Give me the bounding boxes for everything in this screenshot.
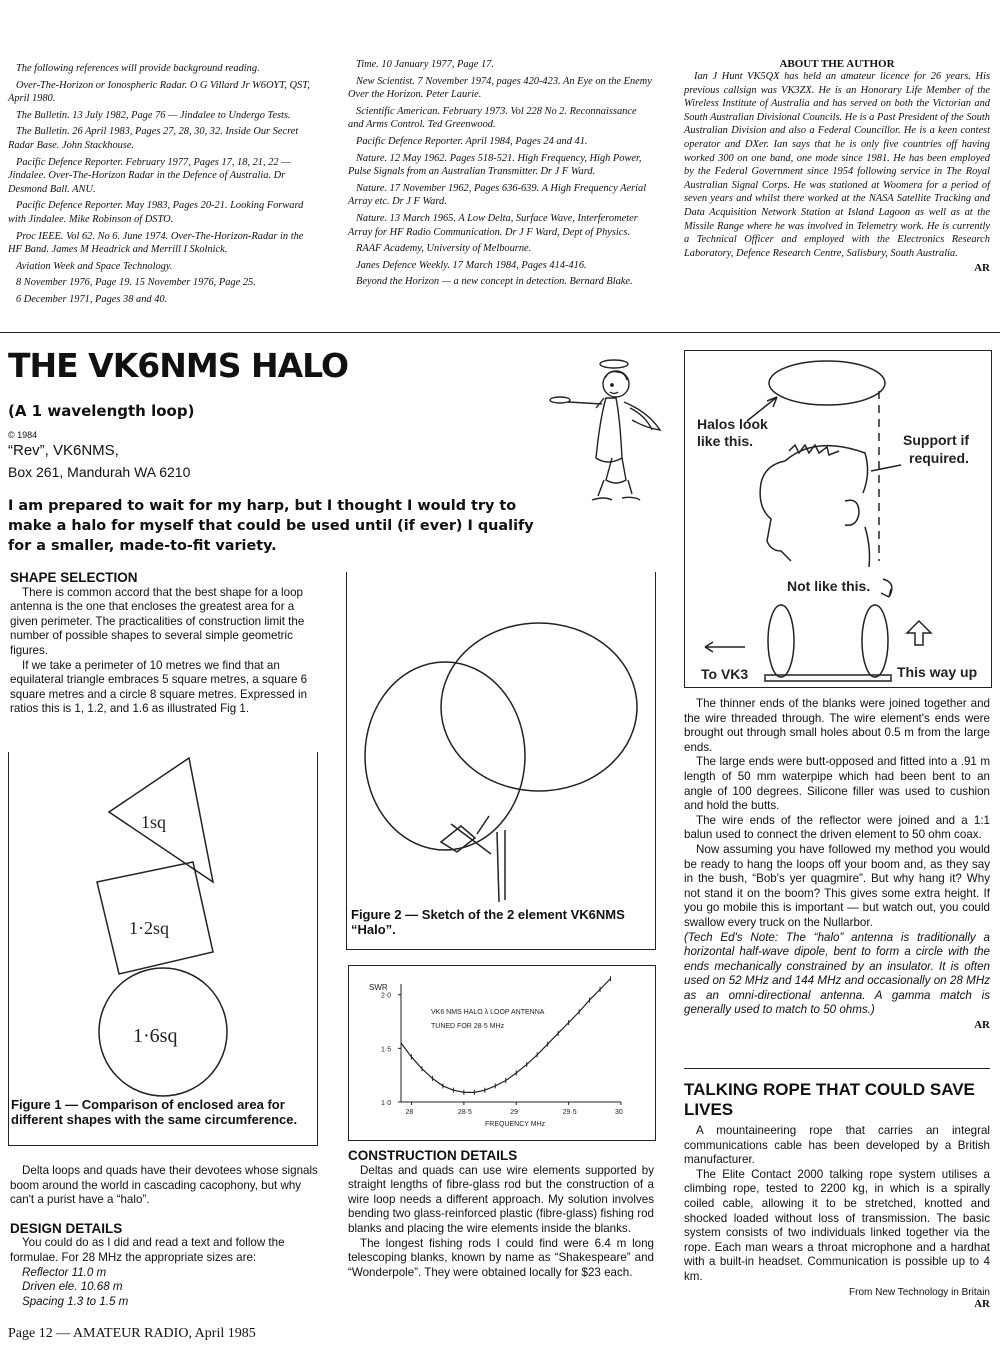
ref-item: The Bulletin. 13 July 1982, Page 76 — Jindalee to Undergo Tests. (16, 109, 291, 121)
column-divider (684, 1068, 990, 1069)
angel-illustration (548, 350, 664, 522)
ref-item: Aviation Week and Space Technology. (16, 260, 173, 272)
cartoon-support-label: Support if required. (903, 432, 970, 466)
references-col2 (348, 58, 654, 292)
paragraph: Delta loops and quads have their devotees whose signals boom around the world in cascading cacophony, but why can't a purist have a “halo”. (10, 1164, 318, 1207)
x-tick-label: 29·5 (562, 1109, 577, 1116)
section-divider (0, 332, 1000, 333)
end-mark: AR (974, 1297, 990, 1310)
paragraph: A mountaineering rope that carries an integral communications cable has been developed by a British manufacturer. (684, 1124, 990, 1167)
page-footer: Page 12 — AMATEUR RADIO, April 1985 (8, 1326, 256, 1341)
x-tick-label: 28 (405, 1109, 414, 1116)
triangle-label: 1sq (141, 812, 167, 832)
ref-item: Proc IEEE. Vol 62. No 6. June 1974. Over-The-Horizon-Radar in the HF Band. James M Headrick and Merrill I Skolnick. (8, 230, 304, 256)
end-mark: AR (974, 262, 990, 275)
intro-paragraph: I am prepared to wait for my harp, but I thought I would try to make a halo for myself that could be used until (if ever) I qualify for a smaller, made-to-fit variety. (8, 498, 534, 554)
address: Box 261, Mandurah WA 6210 (8, 464, 191, 480)
paragraph: There is common accord that the best shape for a loop antenna is the one that encloses the greatest area for a given perimeter. The practicalities of construction limit the number of possible shapes to several simple geometric figures. (10, 585, 305, 657)
figure-rule (347, 949, 655, 950)
ref-item: Beyond the Horizon — a new concept in detection. Bernard Blake. (356, 276, 633, 288)
paragraph: The longest fishing rods I could find were 6.4 m long telescoping blanks, known by name as “Shakespeare” and “Wonderpole”. They were obtained locally for $23 each. (348, 1236, 654, 1279)
ref-item: Pacific Defence Reporter. May 1983, Pages 20-21. Looking Forward with Jindalee. Mike Robinson of DSTO. (8, 200, 304, 225)
size-item: Reflector 11.0 m (22, 1265, 107, 1279)
article-subtitle: (A 1 wavelength loop) (8, 402, 195, 420)
x-tick-label: 30 (615, 1109, 623, 1116)
design-heading: DESIGN DETAILS (10, 1220, 123, 1236)
tech-note: (Tech Ed's Note: The “halo” antenna is traditionally a horizontal half-wave dipole, bent to form a circle with the ends mechanically constrained by an insulator. It is often used on 52 MHz and 144 MHz and occasionally on 28 MHz as an omni-directional antenna. A gamma match is generally used to match to 50 ohms.) (684, 930, 990, 1017)
figure-rule (9, 1145, 317, 1146)
figure-1 (8, 752, 318, 1146)
figure-2 (346, 572, 656, 950)
author: “Rev”, VK6NMS, (8, 442, 119, 459)
ref-item: New Scientist. 7 November 1974, pages 420-423. An Eye on the Enemy Over the Horizon. Peter Laurie. (348, 75, 652, 101)
paragraph: Deltas and quads can use wire elements supported by straight lengths of fibre-glass rod but the construction of a wire loop needs a different approach. My solution involves bending two glass-reinforced plastic (fibre-glass) fishing rod blanks and placing the wire elements inside the blanks. (348, 1163, 654, 1235)
cartoon-notlike-label: Not like this. (787, 578, 871, 594)
ref-item: Pacific Defence Reporter. April 1984, Pages 24 and 41. (356, 135, 588, 147)
article-title: THE VK6NMS HALO (8, 346, 349, 385)
paragraph: The thinner ends of the blanks were joined together and the wire threaded through. The wire element's ends were brought out through small holes about 0.5 m from the large ends. (684, 697, 990, 754)
ref-item: 8 November 1976, Page 19. 15 November 1976, Page 25. (16, 277, 256, 289)
construction-heading: CONSTRUCTION DETAILS (348, 1148, 518, 1163)
ref-item: Nature. 12 May 1962. Pages 518-521. High Frequency, High Power, Pulse Signals from an Australian Transmitter. Dr J F Ward. (348, 152, 642, 178)
rope-body (684, 1124, 990, 1285)
shape-selection-section (10, 571, 318, 717)
x-tick-label: 28·5 (457, 1109, 472, 1116)
ref-item: Janes Defence Weekly. 17 March 1984, Pages 414-416. (356, 259, 587, 271)
paragraph: Now assuming you have followed my method you would be ready to hang the loops off your boom and, as they say in the bush, “Bob's yer quagmire”. But why hang it? Why not stand it on the boom? This gives some extra height. If you go mobile this is important — but watch out, you could swallow every truck on the Nullarbor. (684, 842, 990, 929)
paragraph: You could do as I did and read a text and follow the formulae. For 28 MHz the appropriate sizes are: (10, 1236, 285, 1264)
driven-element (862, 605, 888, 677)
swr-series-line (401, 979, 611, 1093)
size-item: Spacing 1.3 to 1.5 m (22, 1294, 129, 1308)
figure-1-shapes (9, 752, 317, 1097)
chart-subtitle: TUNED FOR 28·5 MHz (431, 1023, 505, 1030)
reflector-element (768, 605, 794, 677)
chart-ylabel: SWR (369, 983, 388, 992)
ref-item: Over-The-Horizon or Ionospheric Radar. O G Villard Jr W6OYT, QST, April 1980. (8, 79, 310, 105)
figure-2-caption: Figure 2 — Sketch of the 2 element VK6NMS “Halo”. (351, 907, 625, 937)
reflector-loop (365, 662, 525, 850)
ref-item: Nature. 17 November 1962, Pages 636-639. A High Frequency Aerial Array etc. Dr J F Ward. (348, 182, 647, 208)
chart-xlabel: FREQUENCY MHz (485, 1121, 546, 1128)
driven-loop (441, 623, 637, 791)
shape-heading: SHAPE SELECTION (10, 570, 138, 585)
swr-chart-frame (348, 965, 656, 1141)
cartoon-halos-label: Halos look like this. (697, 416, 768, 449)
cartoon-drawing (685, 351, 991, 687)
paragraph: The large ends were butt-opposed and fitted into a .91 m length of 50 mm waterpipe which had been bent to an angle of 100 degrees. Silicone filler was used to cushion and hold the butts. (684, 755, 990, 813)
y-tick-label: 1·5 (381, 1046, 392, 1054)
about-title: ABOUT THE AUTHOR (779, 58, 895, 70)
chart-title: VK6 NMS HALO λ LOOP ANTENNA (431, 1009, 545, 1016)
about-author (684, 58, 990, 274)
references-col1 (8, 62, 316, 310)
ref-item: Scientific American. February 1973. Vol 228 No 2. Reconnaissance and Arms Control. Ted Greenwood. (348, 105, 637, 131)
cartoon-tovk3-label: To VK3 (701, 666, 749, 682)
ref-item: Pacific Defence Reporter. February 1977, Pages 17, 18, 21, 22 — Jindalee. Over-The-Horizon Radar in the Defence of Australia. Dr Desmond Ball. ANU. (8, 156, 291, 195)
design-sizes (10, 1266, 320, 1310)
end-mark: AR (974, 1019, 990, 1032)
rope-article (684, 1080, 990, 1310)
circle-label: 1·6sq (133, 1025, 178, 1047)
ref-item: RAAF Academy, University of Melbourne. (356, 243, 532, 255)
y-tick-label: 1·0 (381, 1100, 392, 1107)
rope-source: From New Technology in Britain (849, 1286, 990, 1298)
ref-item: 6 December 1971, Pages 38 and 40. (16, 293, 168, 305)
delta-section (10, 1164, 320, 1309)
ref-item: Nature. 13 March 1965. A Low Delta, Surface Wave, Interferometer Array for HF Radio Communication. Dr J F Ward, Dept of Physics. (348, 212, 638, 238)
right-column-text (684, 697, 990, 1033)
paragraph: The wire ends of the reflector were joined and a 1:1 balun used to connect the driven element to 50 ohm coax. (684, 813, 990, 842)
figure-1-caption: Figure 1 — Comparison of enclosed area for different shapes with the same circumference. (11, 1097, 298, 1127)
figure-2-sketch (347, 572, 655, 907)
y-tick-label: 2·0 (381, 992, 392, 1000)
about-text: Ian J Hunt VK5QX has held an amateur licence for 26 years. His previous callsign was VK3ZX. He is an Honorary Life Member of the Wireless Institute of Australia and has served on both the Victorian and South Australian Divisional Councils. He is a Past President of the South Australian Division and also a Federal Councillor. He is a keen contest operator and DXer. Ian says that he is only five countries off having worked 300 on one band, one mode since 1981. He has been employed by the Federal Government since 1954 following service in The Royal Australian Signal Corps. He was stationed at Woomera for a period of seven years and whilst there worked at the NASA Satellite Tracking and Data Acquisition Network Station at Island Lagoon as well as at the Missile Range where he was involved in Telemetry work. He is currently a Technical Officer and employed with the Electronics Research Laboratory, Defence Research Centre, Salisbury, South Australia. (684, 71, 990, 259)
square-label: 1·2sq (129, 918, 169, 938)
construction-section (348, 1149, 654, 1280)
paragraph: The Elite Contact 2000 talking rope system utilises a climbing rope, tested to 2200 kg, in which is a spirally coiled cable, allowing it to be stretched, knotted and shocked loaded without loss of transmission. The basic system consists of two individuals linked together via the rope. Each man wears a throat microphone and a hardhat with a built-in headset. Communication is possible up to 4 km. (684, 1167, 990, 1283)
rope-title: TALKING ROPE THAT COULD SAVE LIVES (684, 1080, 975, 1119)
paragraph: If we take a perimeter of 10 metres we find that an equilateral triangle embraces 5 square metres, a square 6 square metres and a circle 8 square metres. Expressed in ratios this is 1, 1.2, and 1.6 as illustrated Fig 1. (10, 658, 308, 716)
copyright: © 1984 (8, 430, 38, 440)
x-tick-label: 29 (510, 1109, 519, 1116)
ref-item: The following references will provide background reading. (16, 63, 260, 74)
cartoon-thisway-label: This way up (897, 664, 978, 680)
cartoon-frame (684, 350, 992, 688)
swr-chart (349, 966, 655, 1140)
halo-ellipse (769, 361, 885, 405)
ref-item: Time. 10 January 1977, Page 17. (356, 59, 494, 70)
ref-item: The Bulletin. 26 April 1983, Pages 27, 28, 30, 32. Inside Our Secret Radar Base. John Stackhouse. (8, 126, 299, 151)
size-item: Driven ele. 10.68 m (22, 1280, 123, 1294)
